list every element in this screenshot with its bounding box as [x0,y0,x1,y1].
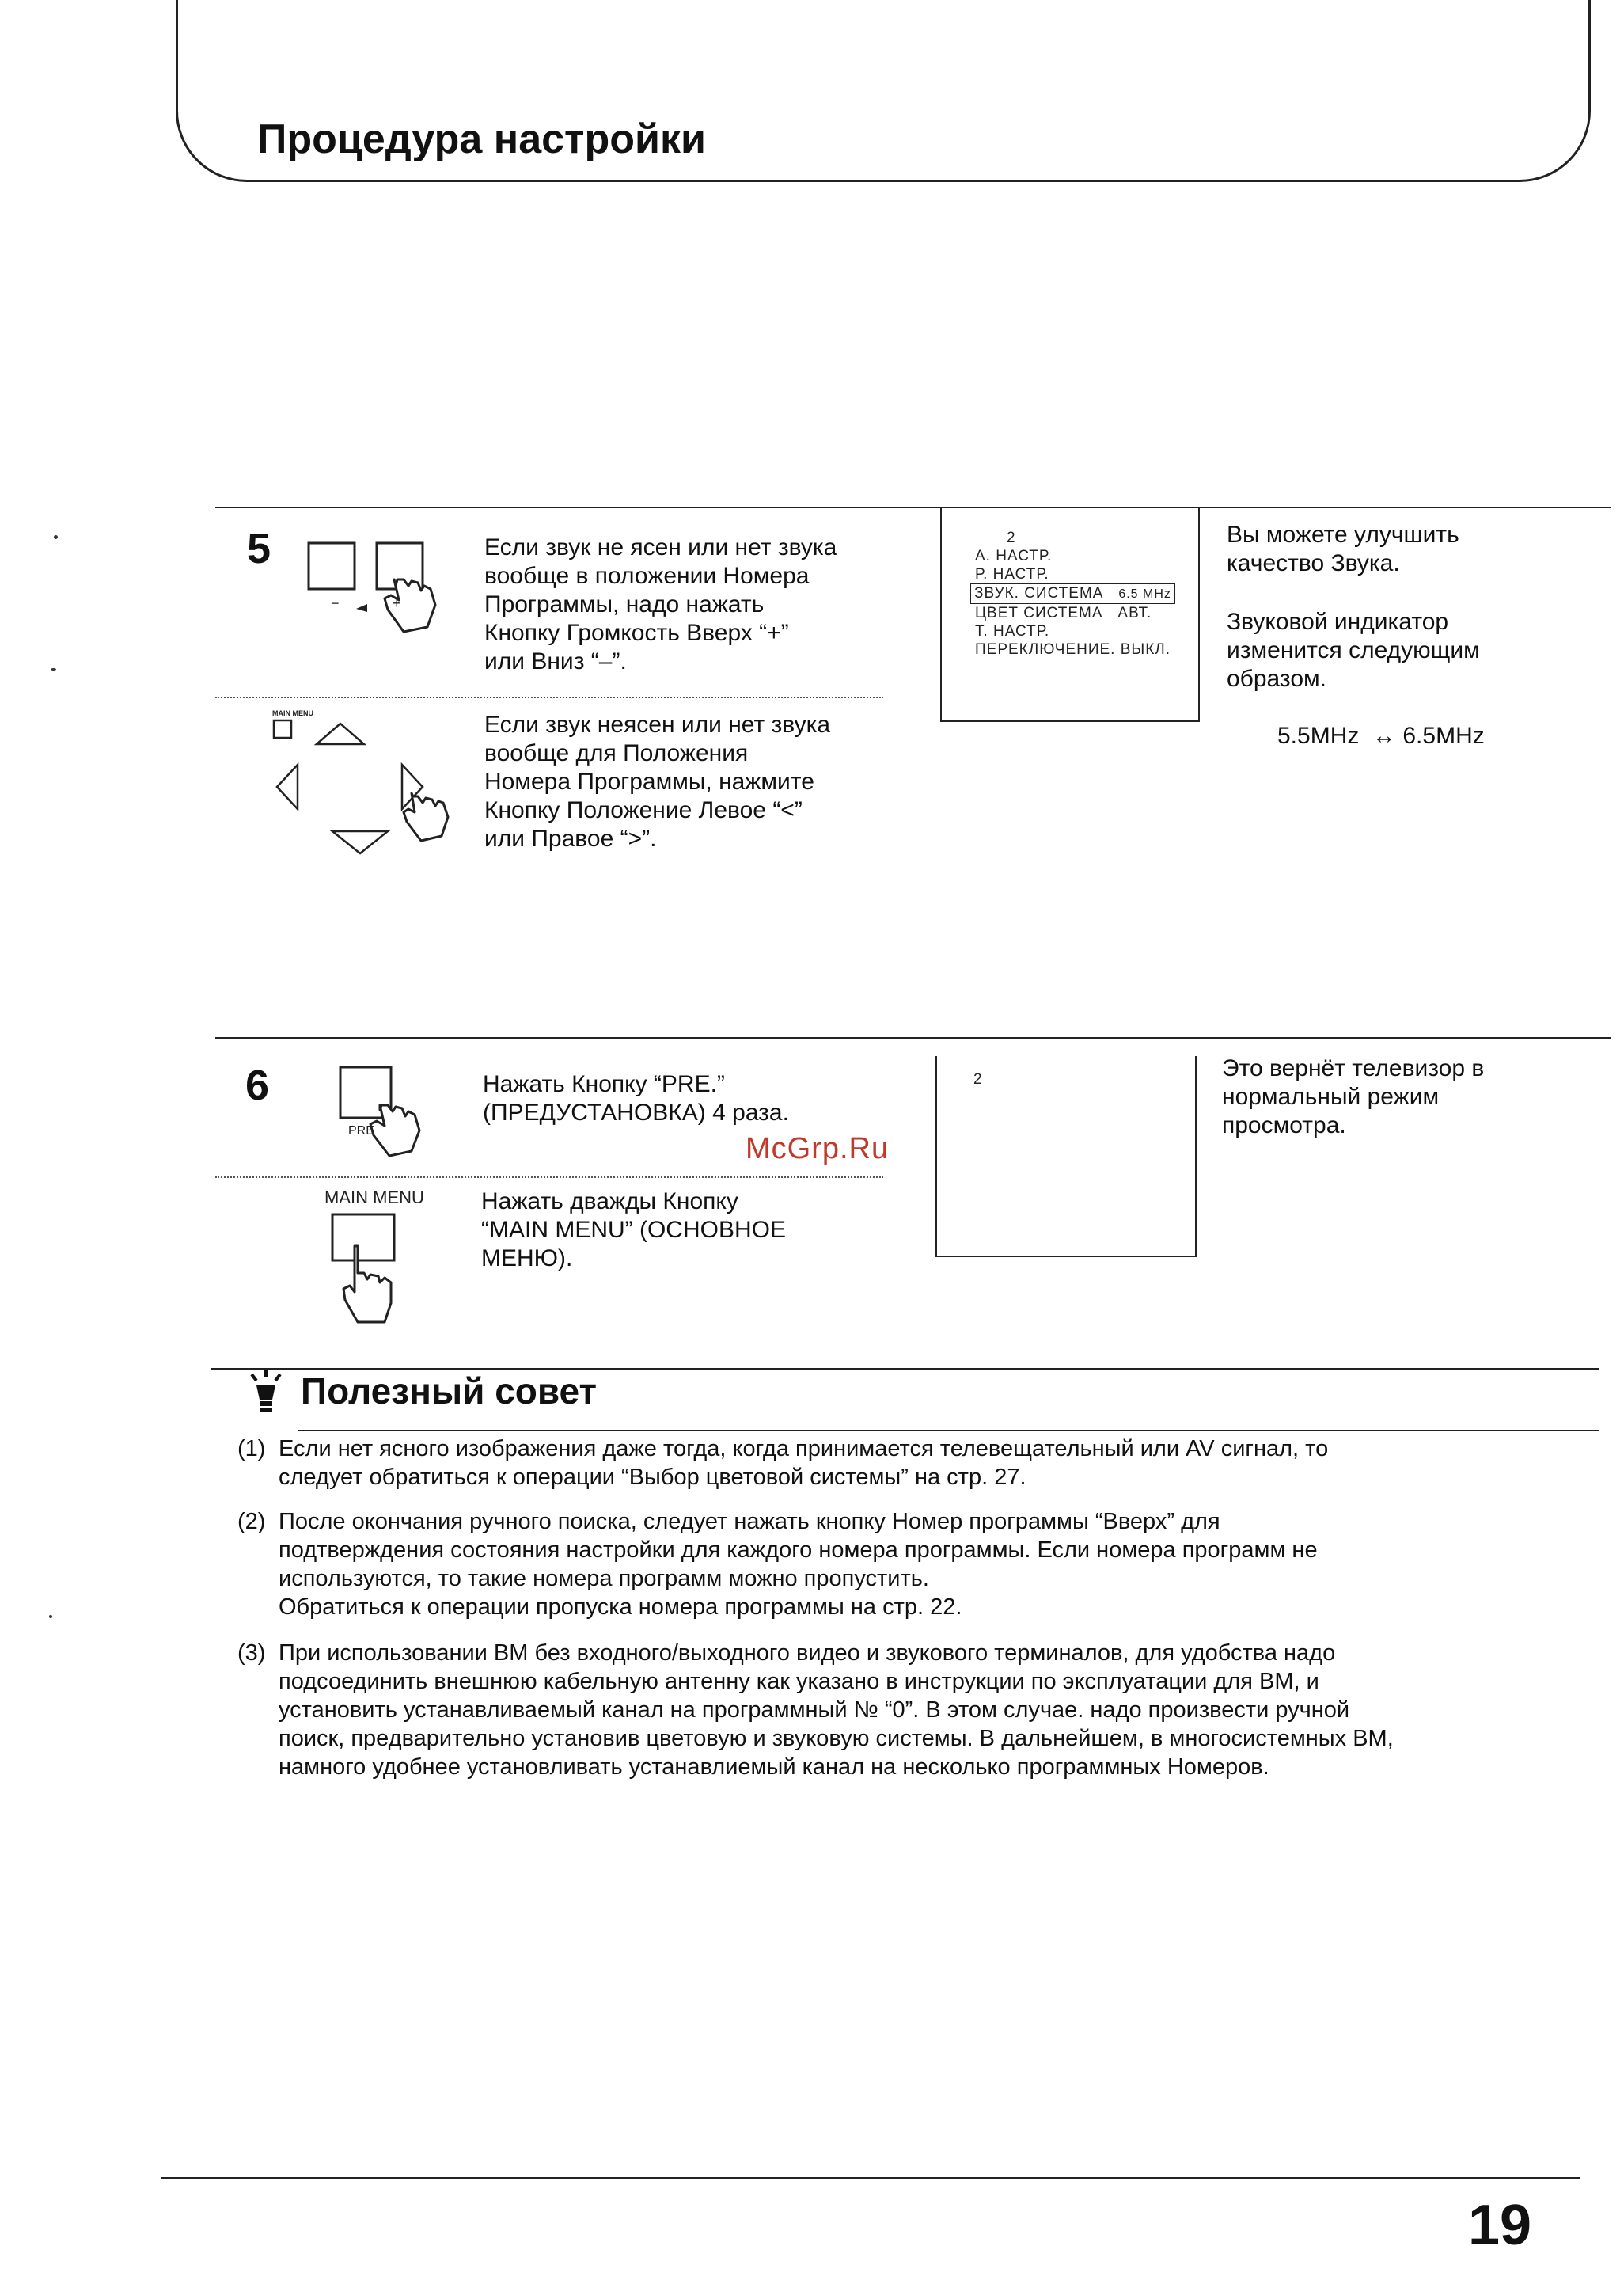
tv-menu [950,529,1195,659]
dotted-divider [215,697,883,698]
pre-label: PRE [348,1124,374,1138]
tip-text: Если нет ясного изображения даже тогда, когда принимается телевещательный или AV сигнал, то следует обратиться к операции “Выбор цветовой системы” на стр. 27. [279,1436,1329,1490]
frequency-toggle: 5.5MHz ↔ 6.5MHz [1277,723,1485,749]
program-number: 2 [973,1071,983,1088]
watermark: McGrp.Ru [746,1132,890,1165]
scan-dot [51,668,56,671]
volume-ramp-icon [356,604,367,612]
down-arrow-icon [332,831,388,853]
tip-item [237,1507,1583,1621]
step-number: 5 [247,525,271,572]
step5-note-indicator: Звуковой индикатор изменится следующим образом. [1227,609,1480,692]
pointing-hand-icon [370,1105,419,1156]
tip-text: После окончания ручного поиска, следует нажать кнопку Номер программы “Вверх” для подтверждения состояния настройки для каждого номера программы. Если номера программ не используются, то такие номера программ можно пропустить. Обратиться к операции пропуска номера программы на стр. 22. [279,1509,1318,1620]
footer-rule [161,2177,1580,2179]
tip-number: (1) [237,1436,266,1461]
menu-item-fine-tune: Т. НАСТР. [975,623,1050,640]
tip-number: (3) [237,1640,266,1666]
direction-pad-icon [269,717,491,868]
scan-dot [49,1615,52,1618]
page-title: Процедура настройки [257,116,706,162]
step6-note-return: Это вернёт телевизор в нормальный режим просмотра. [1222,1055,1485,1138]
menu-item-auto-tune: А. НАСТР. [975,548,1053,564]
main-menu-small-label: MAIN MENU [272,709,313,717]
menu-item-switch: ПЕРЕКЛЮЧЕНИЕ. ВЫКЛ. [975,641,1171,658]
left-arrow-icon [277,765,298,809]
main-menu-button-shape [274,720,291,738]
tip-item [237,1639,1583,1781]
page-number: 19 [1468,2194,1532,2257]
plus-label: + [393,595,401,611]
step6-instruction-main-menu: Нажать дважды Кнопку “MAIN MENU” (ОСНОВНОЕ МЕНЮ). [481,1188,786,1271]
step5-instruction-position: Если звук неясен или нет звука вообще для Положения Номера Программы, нажмите Кнопку Положение Левое “<” или Правое “>”. [484,712,831,852]
pre-button-icon [332,1061,443,1164]
tv-normal-screen [935,1056,1197,1257]
lightbulb-icon [242,1366,290,1417]
main-menu-button-shape [332,1214,394,1260]
section-divider [215,1037,1611,1039]
scan-dot [54,535,58,539]
dotted-divider [215,1176,883,1178]
step6-instruction-pre: Нажать Кнопку “PRE.” (ПРЕДУСТАНОВКА) 4 раза. [483,1071,789,1126]
menu-item-manual-tune: Р. НАСТР. [975,566,1049,583]
tip-number: (2) [237,1509,266,1534]
main-menu-label: MAIN MENU [324,1188,424,1207]
volume-down-button-shape [309,543,355,589]
menu-item-color-system: ЦВЕТ СИСТЕМА АВТ. [975,605,1152,621]
tip-item [237,1434,1583,1492]
program-number: 2 [1007,530,1016,546]
volume-buttons-icon [301,532,483,651]
tips-title: Полезный совет [301,1370,598,1412]
tv-menu-screen [940,507,1200,722]
main-menu-button-icon [324,1211,419,1330]
minus-label: − [331,595,340,611]
up-arrow-icon [317,724,364,744]
pointing-hand-icon [343,1246,391,1322]
tips-title-underline [298,1430,1599,1431]
step-number: 6 [245,1062,270,1109]
step5-instruction-volume: Если звук не ясен или нет звука вообще в положении Номера Программы, надо нажать Кнопку Громкость Вверх “+” или Вниз “–”. [484,534,837,674]
step5-note-improve: Вы можете улучшить качество Звука. [1227,522,1459,576]
tip-text: При использовании ВМ без входного/выходного видео и звукового терминалов, для удобства надо подсоединить внешнюю кабельную антенну как указано в инструкции по эксплуатации для ВМ, и установить устанавливаемый канал на программный № “0”. В этом случае. надо произвести ручной поиск, предварительно установив цветовую и звуковую системы. В дальнейшем, в многосистемных ВМ, намного удобнее установливать устанавлиемый канал на несколько программных Номеров. [279,1640,1394,1780]
menu-item-sound-system: ЗВУК. СИСТЕМА 6.5 MHz [950,583,1195,604]
section-divider [215,507,1611,508]
